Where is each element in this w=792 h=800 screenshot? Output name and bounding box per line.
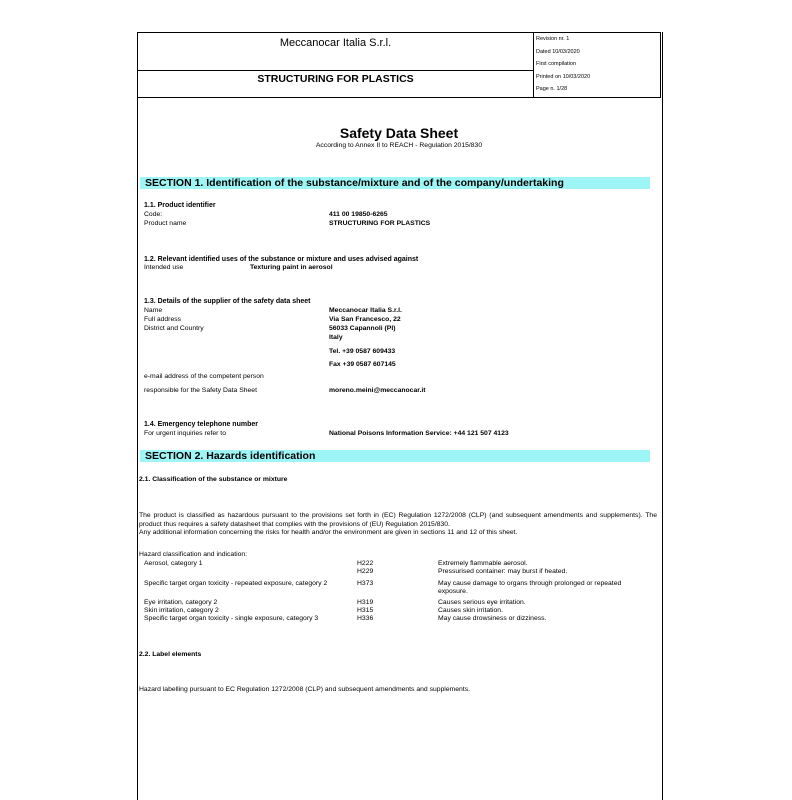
supplier-name-value: Meccanocar Italia S.r.l. xyxy=(329,307,402,314)
header-left xyxy=(138,33,534,97)
section-2-heading: SECTION 2. Hazards identification xyxy=(140,450,650,462)
fax: Fax +39 0587 607145 xyxy=(329,361,396,368)
hazard-class: Specific target organ toxicity - single exposure, category 3 xyxy=(144,615,319,622)
responsible-label: responsible for the Safety Data Sheet xyxy=(144,387,257,394)
s11-heading: 1.1. Product identifier xyxy=(144,202,216,209)
revision-number: Revision nr. 1 xyxy=(536,36,570,42)
address-value: Via San Francesco, 22 xyxy=(329,316,401,323)
district-label: District and Country xyxy=(144,325,204,332)
intended-use-label: Intended use xyxy=(144,264,184,271)
country-value: Italy xyxy=(329,334,343,341)
hazard-code: H229 xyxy=(357,568,374,575)
intended-use-value: Texturing paint in aerosol xyxy=(250,264,333,271)
hazard-heading: Hazard classification and indication: xyxy=(139,551,248,558)
s12-heading: 1.2. Relevant identified uses of the substance or mixture and uses advised against xyxy=(144,256,419,263)
document-title: Safety Data Sheet xyxy=(339,125,459,141)
header-product-name: STRUCTURING FOR PLASTICS xyxy=(257,73,414,85)
hazard-desc: Extremely flammable aerosol. xyxy=(438,560,528,567)
s14-heading: 1.4. Emergency telephone number xyxy=(144,421,258,428)
address-label: Full address xyxy=(144,316,182,323)
page-number: Page n. 1/28 xyxy=(536,86,568,93)
code-value: 411 00 19850-6265 xyxy=(329,211,388,218)
hazard-desc: May cause drowsiness or dizziness. xyxy=(438,615,547,622)
product-name-value: STRUCTURING FOR PLASTICS xyxy=(329,220,431,227)
district-value: 56033 Capannoli (PI) xyxy=(329,325,396,332)
hazard-class: Eye irritation, category 2 xyxy=(144,599,218,606)
hazard-code: H319 xyxy=(357,599,374,606)
classification-paragraph: The product is classified as hazardous pursuant to the provisions set forth in (EC) Regulation 1272/2008 (CLP) (and subsequent amendments and supplements). The product thus requires a safety datasheet that complies with the provisions of (EU) Regulation 2015/830. xyxy=(139,512,657,528)
first-compilation: First compilation xyxy=(536,61,577,68)
s22-heading: 2.2. Label elements xyxy=(139,651,202,658)
hazard-class: Aerosol, category 1 xyxy=(144,560,203,567)
hazard-class: Skin irritation, category 2 xyxy=(144,607,219,614)
product-name-label: Product name xyxy=(144,220,187,227)
dated: Dated 10/03/2020 xyxy=(536,48,580,55)
additional-info-paragraph: Any additional information concerning the risks for health and/or the environment are given in sections 11 and 12 of this sheet. xyxy=(139,529,518,536)
revision-info xyxy=(536,33,660,96)
s21-heading: 2.1. Classification of the substance or mixture xyxy=(139,476,288,483)
email-value[interactable]: moreno.meini@meccanocar.it xyxy=(329,387,426,394)
telephone: Tel. +39 0587 609433 xyxy=(329,348,396,355)
code-label: Code: xyxy=(144,211,163,218)
hazard-desc-continued: exposure. xyxy=(438,588,468,595)
document-header xyxy=(137,32,661,98)
label-text: Hazard labelling pursuant to EC Regulation 1272/2008 (CLP) and subsequent amendments and supplements. xyxy=(139,686,470,693)
printed-on: Printed on 10/03/2020 xyxy=(536,73,591,80)
company-name: Meccanocar Italia S.r.l. xyxy=(138,33,533,71)
s13-heading: 1.3. Details of the supplier of the safety data sheet xyxy=(144,298,311,305)
hazard-code: H373 xyxy=(357,580,374,587)
hazard-desc: Causes skin irritation. xyxy=(438,607,503,614)
hazard-class: Specific target organ toxicity - repeated exposure, category 2 xyxy=(144,580,328,587)
document-subtitle: According to Annex II to REACH - Regulation 2015/830 xyxy=(315,142,483,149)
hazard-desc: Pressurised container: may burst if heated. xyxy=(438,568,568,575)
hazard-code: H336 xyxy=(357,615,374,622)
hazard-code: H222 xyxy=(357,560,374,567)
hazard-code: H315 xyxy=(357,607,374,614)
hazard-desc: Causes serious eye irritation. xyxy=(438,599,526,606)
emergency-label: For urgent inquiries refer to xyxy=(144,430,226,437)
section-1-heading: SECTION 1. Identification of the substance/mixture and of the company/undertaking xyxy=(140,177,650,189)
hazard-desc: May cause damage to organs through prolonged or repeated xyxy=(438,580,622,587)
email-label: e-mail address of the competent person xyxy=(144,373,264,380)
emergency-value: National Poisons Information Service: +44 121 507 4123 xyxy=(329,430,509,437)
supplier-name-label: Name xyxy=(144,307,163,314)
